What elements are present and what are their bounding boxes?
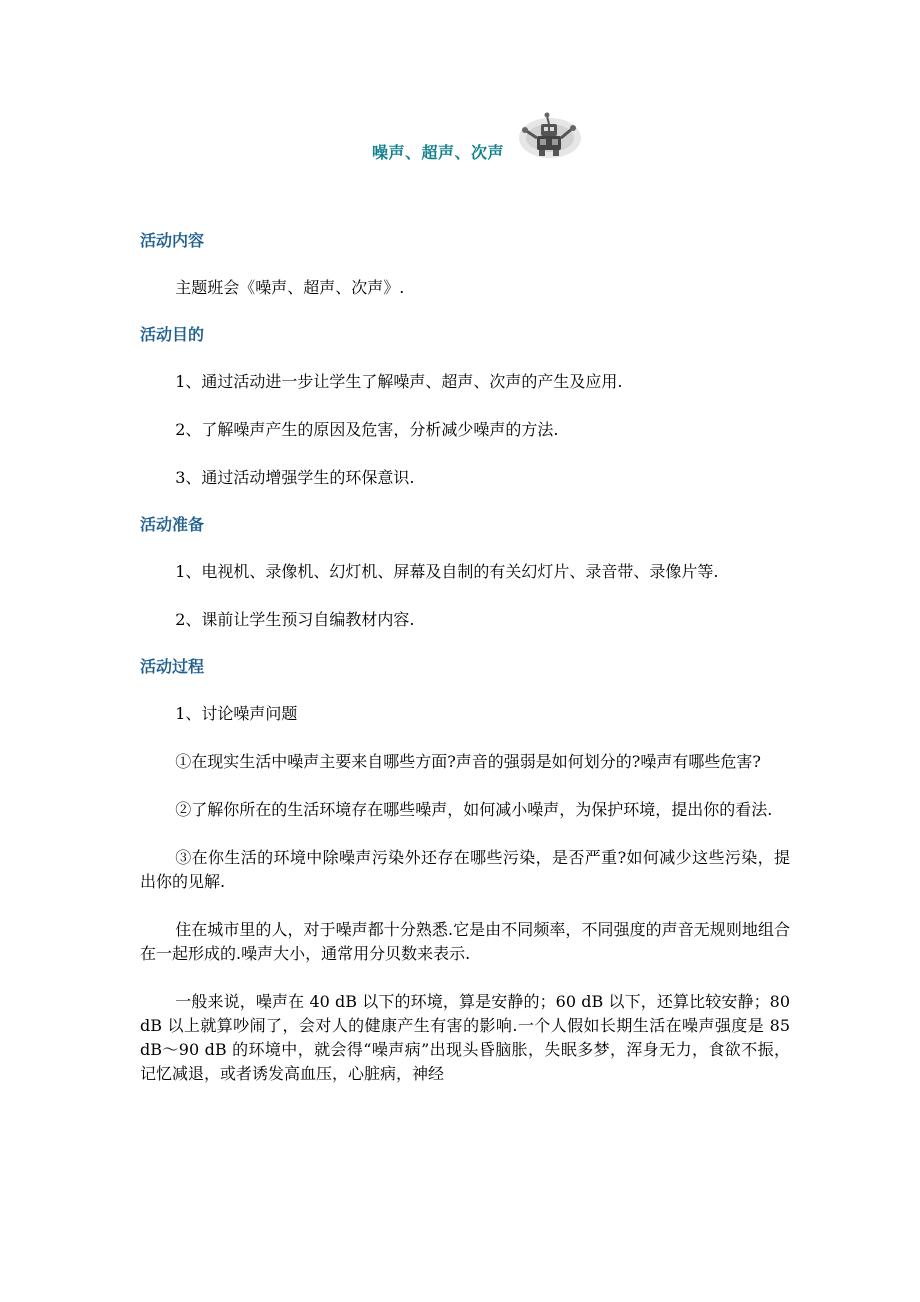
section-heading-purpose: 活动目的 <box>140 325 205 344</box>
paragraph: 1、电视机、录像机、幻灯机、屏幕及自制的有关幻灯片、录音带、录像片等. <box>175 562 719 581</box>
document-title: 噪声、超声、次声 <box>372 143 505 162</box>
paragraph: ③在你生活的环境中除噪声污染外还存在哪些污染，是否严重?如何减少这些污染，提出你的见解. <box>140 848 790 891</box>
paragraph: 1、讨论噪声问题 <box>175 704 298 723</box>
paragraph: ①在现实生活中噪声主要来自哪些方面?声音的强弱是如何划分的?噪声有哪些危害? <box>175 752 761 771</box>
paragraph: 住在城市里的人，对于噪声都十分熟悉.它是由不同频率，不同强度的声音无规则地组合在一起形成的.噪声大小，通常用分贝数来表示. <box>140 920 790 963</box>
paragraph: ②了解你所在的生活环境存在哪些噪声，如何减小噪声，为保护环境，提出你的看法. <box>175 800 773 819</box>
paragraph: 3、通过活动增强学生的环保意识. <box>175 468 415 487</box>
paragraph: 主题班会《噪声、超声、次声》. <box>175 278 405 297</box>
title-area <box>0 108 920 168</box>
section-heading-content: 活动内容 <box>140 231 205 250</box>
paragraph: 1、通过活动进一步让学生了解噪声、超声、次声的产生及应用. <box>175 372 623 391</box>
decorative-robot-icon <box>517 108 583 162</box>
paragraph: 2、了解噪声产生的原因及危害，分析减少噪声的方法. <box>175 420 559 439</box>
section-heading-preparation: 活动准备 <box>140 515 205 534</box>
section-heading-process: 活动过程 <box>140 657 205 676</box>
paragraph: 一般来说，噪声在 40 dB 以下的环境，算是安静的；60 dB 以下，还算比较安静；80 dB 以上就算吵闹了，会对人的健康产生有害的影响.一个人假如长期生活在噪声强度是 85 dB～90 dB 的环境中，就会得“噪声病”出现头昏脑胀，失眠多梦，浑身无力，食欲不振，记忆减退，或者诱发高血压，心脏病，神经 <box>140 992 790 1083</box>
document-body <box>140 230 790 1086</box>
paragraph: 2、课前让学生预习自编教材内容. <box>175 610 415 629</box>
